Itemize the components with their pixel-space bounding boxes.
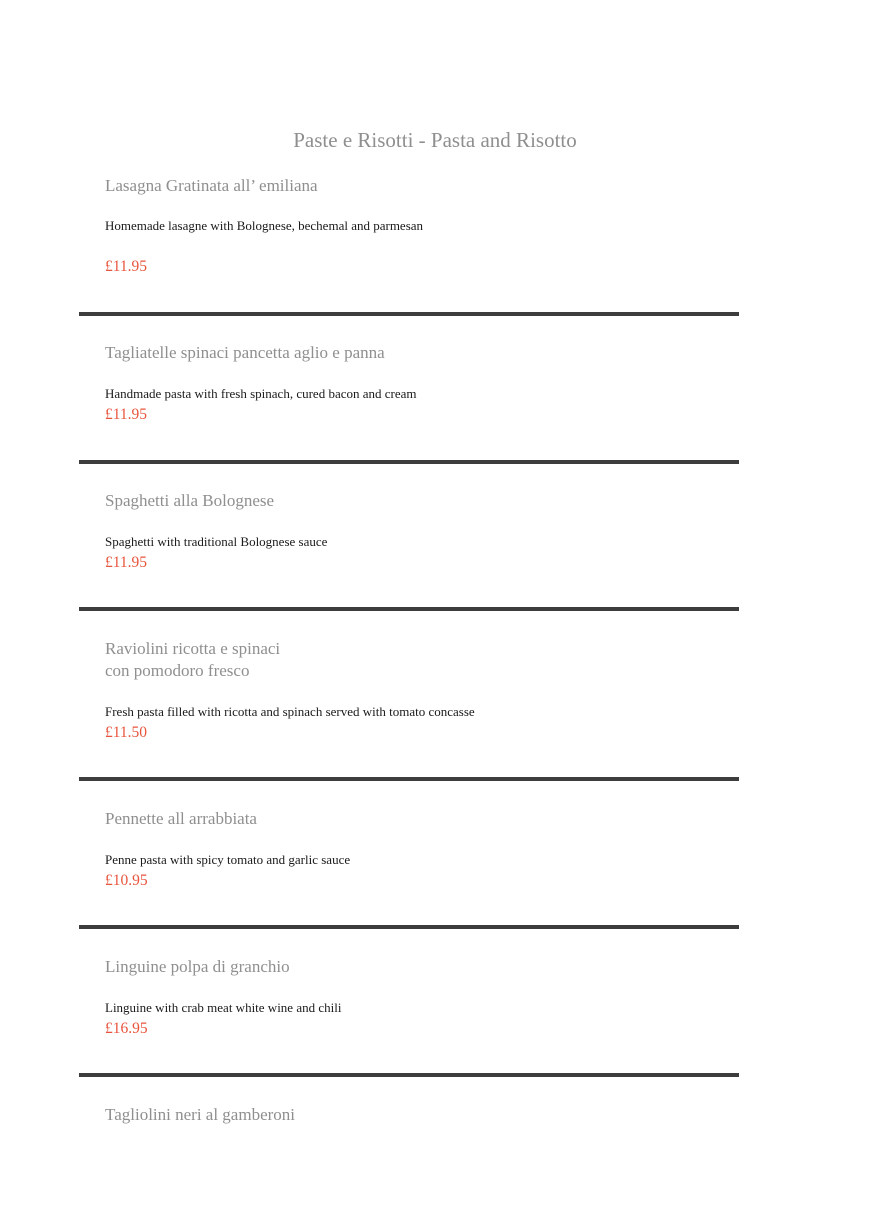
section-divider xyxy=(79,777,739,781)
menu-item-price: £11.95 xyxy=(105,554,148,571)
menu-item-price: £16.95 xyxy=(105,1020,148,1037)
section-divider xyxy=(79,312,739,316)
menu-item-description: Fresh pasta filled with ricotta and spinach served with tomato concasse xyxy=(105,704,475,719)
menu-item-description: Homemade lasagne with Bolognese, bechemal and parmesan xyxy=(105,218,424,233)
menu-item-price: £10.95 xyxy=(105,872,148,889)
menu-item-description: Penne pasta with spicy tomato and garlic sauce xyxy=(105,852,351,867)
menu-item-description: Linguine with crab meat white wine and chili xyxy=(105,1000,342,1015)
menu-item-description: Handmade pasta with fresh spinach, cured bacon and cream xyxy=(105,386,417,401)
section-divider xyxy=(79,607,739,611)
section-divider xyxy=(79,460,739,464)
menu-item-name: Raviolini ricotta e spinaci con pomodoro fresco xyxy=(105,639,281,680)
menu-item-name: Spaghetti alla Bolognese xyxy=(105,491,275,510)
menu-item-name: Pennette all arrabbiata xyxy=(105,809,257,828)
menu-item-name: Tagliolini neri al gamberoni xyxy=(105,1105,296,1124)
menu-item-name: Tagliatelle spinaci pancetta aglio e panna xyxy=(105,343,385,362)
section-divider xyxy=(79,1073,739,1077)
menu-item-price: £11.95 xyxy=(105,258,148,275)
menu-item-price: £11.95 xyxy=(105,406,148,423)
menu-item-price: £11.50 xyxy=(105,724,148,741)
menu-section-title: Paste e Risotti - Pasta and Risotto xyxy=(293,128,577,152)
menu-item-name: Lasagna Gratinata all’ emiliana xyxy=(105,176,318,195)
menu-item-name: Linguine polpa di granchio xyxy=(105,957,290,976)
menu-item-description: Spaghetti with traditional Bolognese sauce xyxy=(105,534,328,549)
section-divider xyxy=(79,925,739,929)
